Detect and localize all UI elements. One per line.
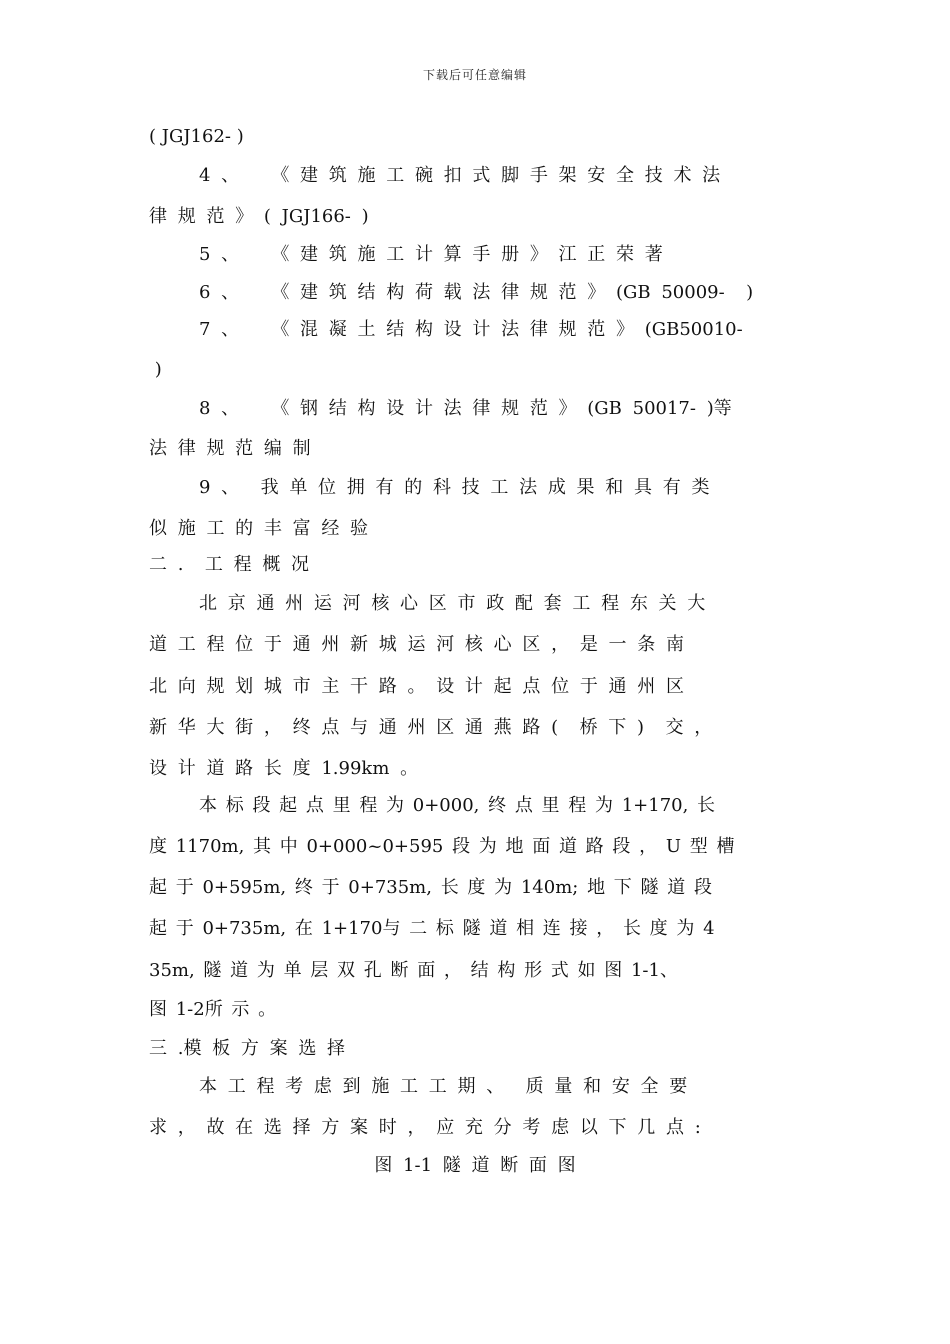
overview-line-2: 道 工 程 位 于 通 州 新 城 运 河 核 心 区 ， 是 一 条 南 (149, 634, 684, 655)
overview-line-1: 北 京 通 州 运 河 核 心 区 市 政 配 套 工 程 东 关 大 (199, 593, 706, 614)
ref-8-line-2: 法 律 规 范 编 制 (149, 438, 311, 459)
ref-9-line-2: 似 施 工 的 丰 富 经 验 (149, 518, 369, 539)
section-2-heading: 二 . 工 程 概 况 (149, 554, 310, 575)
formwork-line-2: 求 ， 故 在 选 择 方 案 时 ， 应 充 分 考 虑 以 下 几 点 : (149, 1117, 701, 1138)
section-line-5: 35m, 隧 道 为 单 层 双 孔 断 面 ， 结 构 形 式 如 图 1-1、 (149, 960, 678, 981)
section-3-heading: 三 .模 板 方 案 选 择 (149, 1038, 346, 1059)
ref-6: 6 、 《 建 筑 结 构 荷 载 法 律 规 范 》 (GB 50009- ) (199, 282, 754, 303)
ref-5: 5 、 《 建 筑 施 工 计 算 手 册 》 江 正 荣 著 (199, 244, 663, 265)
figure-caption: 图 1-1 隧 道 断 面 图 (374, 1155, 576, 1176)
section-line-1: 本 标 段 起 点 里 程 为 0+000, 终 点 里 程 为 1+170, 长 (199, 795, 716, 816)
overview-line-4: 新 华 大 街 ， 终 点 与 通 州 区 通 燕 路 ( 桥 下 ) 交 ， (149, 717, 713, 738)
ref-7-line-1: 7 、 《 混 凝 土 结 构 设 计 法 律 规 范 》 (GB50010- (199, 319, 743, 340)
overview-line-5: 设 计 道 路 长 度 1.99km 。 (149, 758, 419, 779)
section-line-2: 度 1170m, 其 中 0+000~0+595 段 为 地 面 道 路 段 ， U 型 槽 (149, 836, 735, 857)
ref-9-line-1: 9 、 我 单 位 拥 有 的 科 技 工 法 成 果 和 具 有 类 (199, 477, 710, 498)
ref-7-line-2: ) (149, 359, 162, 380)
ref-4-line-2: 律 规 范 》 ( JGJ166- ) (149, 206, 369, 227)
section-line-4: 起 于 0+735m, 在 1+170与 二 标 隧 道 相 连 接 ， 长 度 为 4 (149, 918, 715, 939)
section-line-3: 起 于 0+595m, 终 于 0+735m, 长 度 为 140m; 地 下 隧 道 段 (149, 877, 712, 898)
ref-4-line-1: 4 、 《 建 筑 施 工 碗 扣 式 脚 手 架 安 全 技 术 法 (199, 165, 721, 186)
ref-3-continuation: ( JGJ162- ) (149, 126, 244, 147)
overview-line-3: 北 向 规 划 城 市 主 干 路 。 设 计 起 点 位 于 通 州 区 (149, 676, 684, 697)
formwork-line-1: 本 工 程 考 虑 到 施 工 工 期 、 质 量 和 安 全 要 (199, 1076, 688, 1097)
section-line-6: 图 1-2所 示 。 (149, 999, 277, 1020)
ref-8-line-1: 8 、 《 钢 结 构 设 计 法 律 规 范 》 (GB 50017- )等 (199, 398, 732, 419)
page-header: 下载后可任意编辑 (422, 68, 527, 82)
